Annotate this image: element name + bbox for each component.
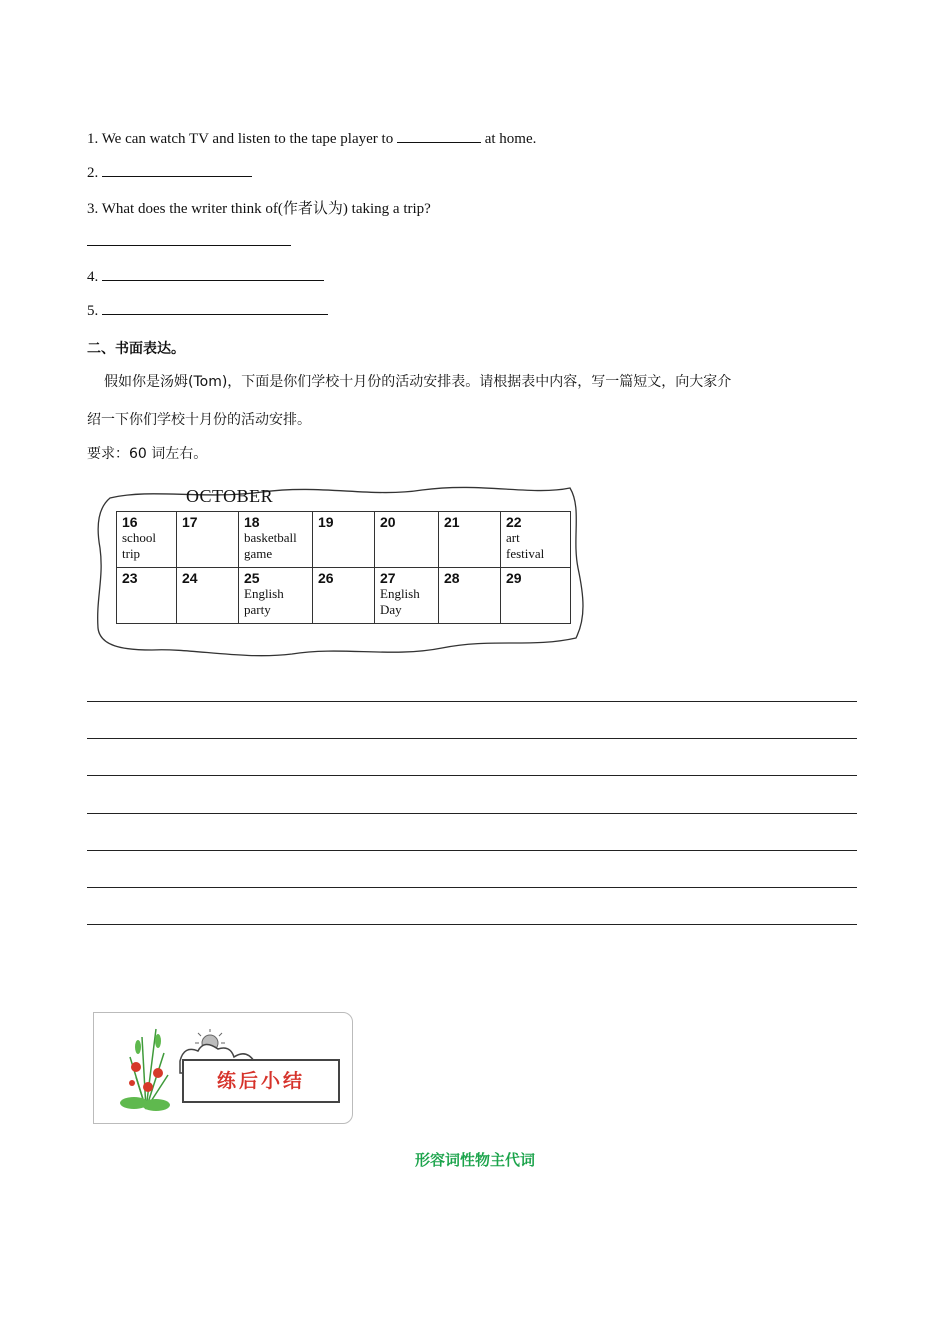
writing-requirement: 要求：60 词左右。 [87, 446, 208, 462]
answer-blank-5[interactable] [102, 300, 328, 315]
calendar-grid [116, 511, 571, 624]
calendar-day-cell [177, 568, 239, 624]
answer-blank-2[interactable] [102, 162, 252, 177]
calendar-day-cell [313, 512, 375, 568]
answer-blank-1[interactable] [397, 128, 481, 143]
calendar-event-text: basketball [244, 530, 297, 545]
calendar-day-cell [439, 568, 501, 624]
writing-line[interactable] [87, 850, 857, 851]
question-1: 1. We can watch TV and listen to the tape player to at home. [87, 128, 536, 148]
calendar-day-number: 20 [380, 514, 396, 530]
calendar-day-cell [375, 512, 439, 568]
calendar-day-number: 21 [444, 514, 460, 530]
calendar-day-number: 25 [244, 570, 260, 586]
calendar-week-row [117, 568, 571, 624]
calendar-day-number: 19 [318, 514, 334, 530]
calendar-title: OCTOBER [186, 486, 274, 506]
question-3: 3. What does the writer think of(作者认为) taking a trip? [87, 201, 431, 217]
calendar-event-text: English [380, 586, 420, 601]
writing-prompt-line-2: 绍一下你们学校十月份的活动安排。 [87, 412, 311, 428]
calendar-day-cell [313, 568, 375, 624]
calendar-event-text: party [244, 602, 271, 617]
calendar-event-text: English [244, 586, 284, 601]
writing-line[interactable] [87, 775, 857, 776]
calendar-day-cell [239, 568, 313, 624]
calendar-day-number: 27 [380, 570, 396, 586]
answer-blank-3[interactable] [87, 231, 291, 251]
summary-banner [93, 1012, 353, 1124]
october-calendar [92, 478, 592, 662]
summary-label: 练后小结 [182, 1059, 340, 1103]
answer-blank-4[interactable] [102, 266, 324, 281]
calendar-day-cell [117, 568, 177, 624]
calendar-day-number: 24 [182, 570, 198, 586]
calendar-day-number: 28 [444, 570, 460, 586]
writing-prompt-line-1: 假如你是汤姆(Tom)，下面是你们学校十月份的活动安排表。请根据表中内容，写一篇短文，向大家介 [104, 374, 732, 390]
writing-line[interactable] [87, 924, 857, 925]
topic-title: 形容词性物主代词 [414, 1151, 535, 1169]
section-heading: 二、书面表达。 [87, 341, 185, 357]
calendar-event-text: school [122, 530, 156, 545]
calendar-event-text: festival [506, 546, 545, 561]
calendar-day-number: 23 [122, 570, 138, 586]
question-2: 2. [87, 162, 252, 182]
calendar-day-cell [439, 512, 501, 568]
writing-line[interactable] [87, 813, 857, 814]
calendar-event-text: trip [122, 546, 141, 561]
calendar-day-number: 26 [318, 570, 334, 586]
calendar-day-number: 29 [506, 570, 522, 586]
calendar-event-text: game [244, 546, 273, 561]
calendar-day-cell [501, 512, 571, 568]
calendar-week-row [117, 512, 571, 568]
question-4: 4. [87, 266, 324, 286]
calendar-event-text: art [506, 530, 520, 545]
calendar-day-cell [501, 568, 571, 624]
calendar-day-cell [239, 512, 313, 568]
calendar-day-number: 16 [122, 514, 138, 530]
calendar-event-text: Day [380, 602, 402, 617]
calendar-day-number: 22 [506, 514, 522, 530]
writing-line[interactable] [87, 701, 857, 702]
calendar-day-cell [117, 512, 177, 568]
calendar-day-cell [375, 568, 439, 624]
calendar-day-cell [177, 512, 239, 568]
calendar-day-number: 17 [182, 514, 198, 530]
question-5: 5. [87, 300, 328, 320]
writing-line[interactable] [87, 738, 857, 739]
writing-line[interactable] [87, 887, 857, 888]
calendar-day-number: 18 [244, 514, 260, 530]
